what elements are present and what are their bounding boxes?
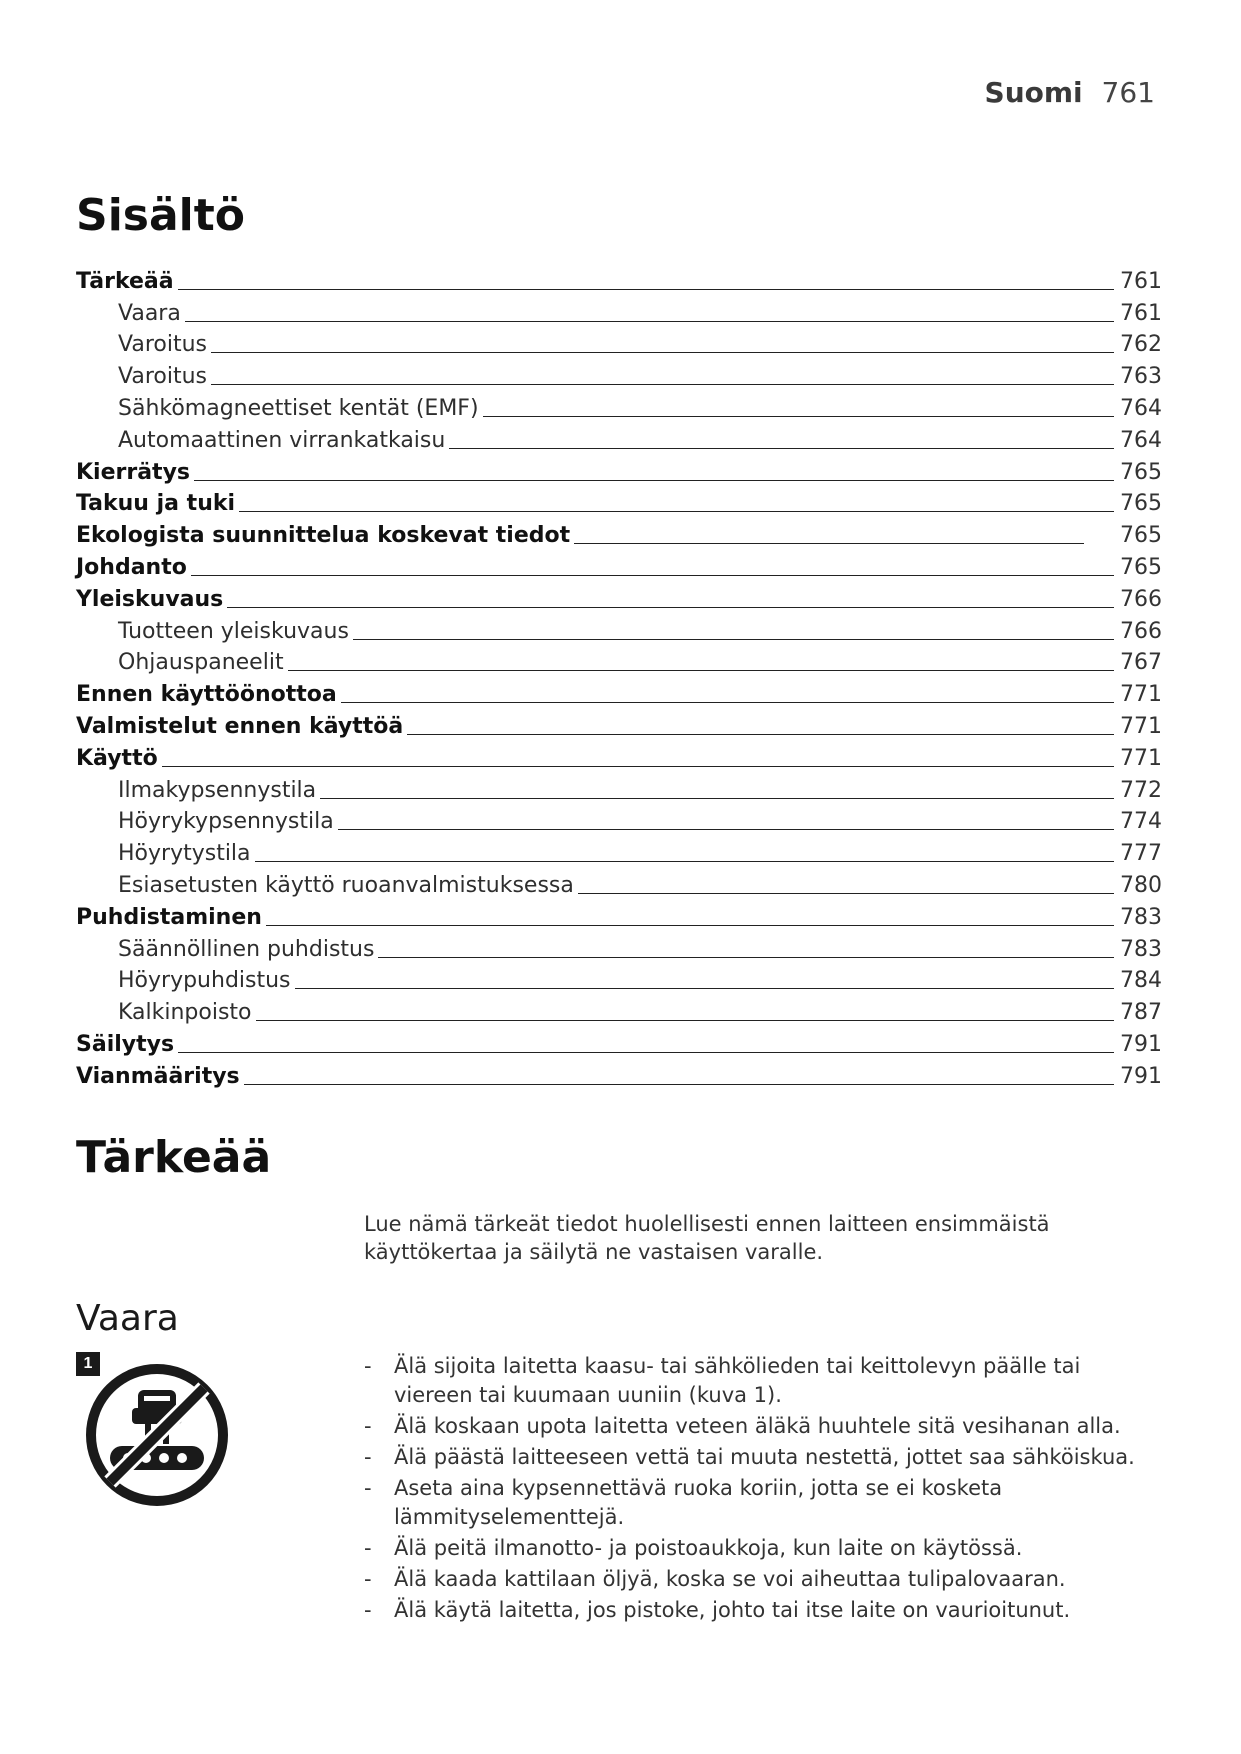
- toc-entry[interactable]: [76, 677, 1160, 709]
- toc-entry-page: 780: [1120, 872, 1162, 898]
- toc-entry[interactable]: [76, 1027, 1160, 1059]
- toc-leader-line: [227, 607, 1114, 608]
- toc-entry-page: 765: [1120, 554, 1162, 580]
- warning-item: - Älä kaada kattilaan öljyä, koska se voi aiheuttaa tulipalovaaran.: [364, 1565, 1164, 1594]
- toc-entry-label: Höyrypuhdistus: [118, 968, 291, 994]
- toc-entry[interactable]: [76, 296, 1160, 328]
- toc-entry-label: Esiasetusten käyttö ruoanvalmistuksessa: [118, 872, 574, 898]
- toc-entry[interactable]: [76, 264, 1160, 296]
- header-language: Suomi: [984, 76, 1083, 109]
- warning-item: - Älä käytä laitetta, jos pistoke, johto tai itse laite on vaurioitunut.: [364, 1596, 1164, 1625]
- toc-leader-line: [578, 893, 1114, 894]
- toc-entry-label: Vaara: [118, 300, 181, 326]
- toc-entry[interactable]: [76, 487, 1160, 519]
- toc-leader-line: [483, 416, 1114, 417]
- toc-entry-page: 766: [1120, 618, 1162, 644]
- toc-leader-line: [288, 670, 1114, 671]
- toc-entry[interactable]: [76, 550, 1160, 582]
- toc-entry-label: Ohjauspaneelit: [118, 650, 284, 676]
- toc-entry-label: Automaattinen virrankatkaisu: [118, 427, 446, 453]
- header-page-number: 761: [1101, 76, 1155, 109]
- toc-leader-line: [353, 639, 1114, 640]
- toc-entry-label: Kalkinpoisto: [118, 1000, 252, 1026]
- subsection-title: Vaara: [76, 1298, 179, 1339]
- toc-entry-page: 777: [1120, 841, 1162, 867]
- toc-entry-page: 791: [1120, 1031, 1162, 1057]
- toc-entry[interactable]: [76, 900, 1160, 932]
- toc-entry-page: 765: [1120, 523, 1162, 549]
- toc-entry-page: 783: [1120, 904, 1162, 930]
- toc-leader-line: [256, 1020, 1114, 1021]
- toc-entry[interactable]: [76, 709, 1160, 741]
- toc-leader-line: [341, 702, 1114, 703]
- toc-entry[interactable]: [76, 805, 1160, 837]
- toc-entry-label: Ilmakypsennystila: [118, 777, 317, 803]
- toc-entry-label: Johdanto: [76, 554, 187, 580]
- toc-entry-page: 761: [1120, 268, 1162, 294]
- toc-leader-line: [574, 543, 1084, 544]
- toc-entry-label: Kierrätys: [76, 459, 191, 485]
- toc-entry-page: 787: [1120, 1000, 1162, 1026]
- section-title: Tärkeää: [76, 1132, 272, 1183]
- toc-entry-page: 771: [1120, 682, 1162, 708]
- toc-leader-line: [244, 1084, 1114, 1085]
- toc-entry[interactable]: [76, 614, 1160, 646]
- toc-title: Sisältö: [76, 190, 245, 241]
- toc-leader-line: [378, 957, 1114, 958]
- figure-1: [76, 1352, 246, 1512]
- toc-entry-page: 784: [1120, 968, 1162, 994]
- toc-leader-line: [178, 289, 1114, 290]
- toc-entry-page: 771: [1120, 745, 1162, 771]
- toc-entry-label: Varoitus: [118, 332, 207, 358]
- warning-item: - Älä sijoita laitetta kaasu- tai sähkölieden tai keittolevyn päälle tai viereen tai kuumaan uuniin (kuva 1).: [364, 1352, 1164, 1410]
- toc-entry-page: 762: [1120, 332, 1162, 358]
- no-appliance-on-stove-icon: [82, 1360, 232, 1510]
- toc-leader-line: [255, 861, 1114, 862]
- table-of-contents: [76, 264, 1160, 1091]
- toc-leader-line: [338, 829, 1114, 830]
- toc-entry-label: Ennen käyttöönottoa: [76, 682, 337, 708]
- toc-entry-page: 765: [1120, 459, 1162, 485]
- toc-entry[interactable]: [76, 932, 1160, 964]
- toc-entry-label: Ekologista suunnittelua koskevat tiedot: [76, 523, 571, 549]
- toc-leader-line: [320, 798, 1114, 799]
- toc-leader-line: [239, 511, 1114, 512]
- toc-entry-label: Yleiskuvaus: [76, 586, 224, 612]
- toc-entry[interactable]: [76, 646, 1160, 678]
- toc-leader-line: [266, 925, 1114, 926]
- toc-entry[interactable]: [76, 836, 1160, 868]
- toc-leader-line: [407, 734, 1114, 735]
- toc-entry-label: Höyrytystila: [118, 841, 251, 867]
- toc-entry-page: 791: [1120, 1063, 1162, 1089]
- toc-entry[interactable]: [76, 1059, 1160, 1091]
- toc-leader-line: [191, 575, 1114, 576]
- toc-entry[interactable]: [76, 964, 1160, 996]
- toc-entry[interactable]: [76, 328, 1160, 360]
- toc-entry-label: Vianmääritys: [76, 1063, 240, 1089]
- toc-entry-page: 766: [1120, 586, 1162, 612]
- figure-number-badge: 1: [76, 1352, 100, 1376]
- toc-entry-page: 763: [1120, 364, 1162, 390]
- toc-leader-line: [211, 384, 1114, 385]
- warning-item: - Älä koskaan upota laitetta veteen äläkä huuhtele sitä vesihanan alla.: [364, 1412, 1164, 1441]
- toc-entry-label: Säilytys: [76, 1031, 175, 1057]
- toc-entry-page: 765: [1120, 491, 1162, 517]
- toc-entry[interactable]: [76, 518, 1160, 550]
- toc-entry-page: 771: [1120, 713, 1162, 739]
- toc-entry-page: 761: [1120, 300, 1162, 326]
- toc-entry-label: Tärkeää: [76, 268, 174, 294]
- warning-list: [364, 1352, 1164, 1627]
- toc-entry[interactable]: [76, 423, 1160, 455]
- toc-entry[interactable]: [76, 773, 1160, 805]
- toc-leader-line: [194, 480, 1114, 481]
- toc-entry[interactable]: [76, 455, 1160, 487]
- toc-entry-label: Säännöllinen puhdistus: [118, 936, 375, 962]
- warning-item: - Älä päästä laitteeseen vettä tai muuta nestettä, jottet saa sähköiskua.: [364, 1443, 1164, 1472]
- warning-item: - Aseta aina kypsennettävä ruoka koriin, jotta se ei kosketa lämmityselementtejä.: [364, 1474, 1164, 1532]
- toc-entry-page: 774: [1120, 809, 1162, 835]
- toc-entry-page: 764: [1120, 427, 1162, 453]
- toc-entry-page: 772: [1120, 777, 1162, 803]
- page-header: [985, 76, 1155, 109]
- toc-entry-label: Tuotteen yleiskuvaus: [118, 618, 349, 644]
- intro-paragraph: Lue nämä tärkeät tiedot huolellisesti ennen laitteen ensimmäistä käyttökertaa ja säilytä ne vastaisen varalle.: [364, 1212, 1050, 1264]
- toc-leader-line: [295, 988, 1114, 989]
- toc-leader-line: [211, 352, 1114, 353]
- toc-entry-label: Puhdistaminen: [76, 904, 262, 930]
- warning-item: - Älä peitä ilmanotto- ja poistoaukkoja, kun laite on käytössä.: [364, 1534, 1164, 1563]
- toc-leader-line: [185, 321, 1114, 322]
- toc-entry-label: Käyttö: [76, 745, 158, 771]
- toc-entry-label: Valmistelut ennen käyttöä: [76, 713, 404, 739]
- toc-entry[interactable]: [76, 391, 1160, 423]
- toc-leader-line: [449, 448, 1114, 449]
- toc-entry-label: Höyrykypsennystila: [118, 809, 334, 835]
- toc-entry[interactable]: [76, 995, 1160, 1027]
- toc-entry[interactable]: [76, 582, 1160, 614]
- toc-entry-label: Varoitus: [118, 364, 207, 390]
- toc-entry-label: Sähkömagneettiset kentät (EMF): [118, 395, 479, 421]
- toc-entry[interactable]: [76, 868, 1160, 900]
- toc-entry-page: 764: [1120, 395, 1162, 421]
- toc-leader-line: [162, 766, 1114, 767]
- toc-leader-line: [178, 1052, 1114, 1053]
- toc-entry-label: Takuu ja tuki: [76, 491, 236, 517]
- toc-entry[interactable]: [76, 359, 1160, 391]
- toc-entry-page: 783: [1120, 936, 1162, 962]
- toc-entry-page: 767: [1120, 650, 1162, 676]
- toc-entry[interactable]: [76, 741, 1160, 773]
